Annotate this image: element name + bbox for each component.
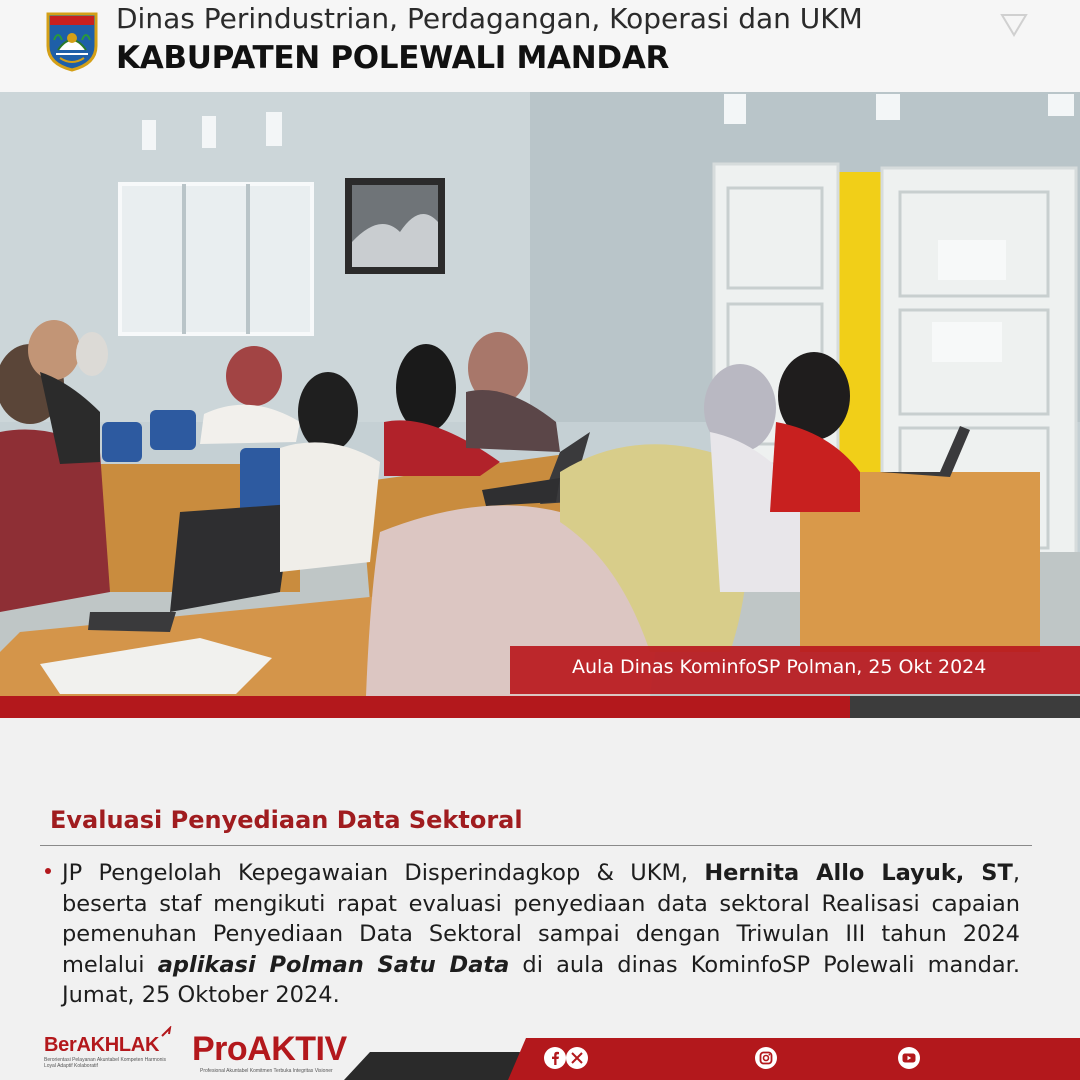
region-name: KABUPATEN POLEWALI MANDAR bbox=[116, 40, 670, 76]
title-divider bbox=[40, 845, 1032, 846]
berakhlak-tagline: Berorientasi Pelayanan Akuntabel Kompeten Harmonis Loyal Adaptif Kolaboratif bbox=[44, 1057, 167, 1069]
photo-caption: Aula Dinas KominfoSP Polman, 25 Okt 2024 bbox=[572, 656, 987, 678]
proaktiv-logo: ProAKTIV bbox=[192, 1030, 347, 1068]
body-app-name: aplikasi Polman Satu Data bbox=[157, 951, 510, 978]
header bbox=[0, 0, 1080, 92]
regency-emblem-icon bbox=[44, 10, 100, 72]
accent-bar-red bbox=[0, 696, 850, 718]
berakhlak-logo: BerAKHLAK bbox=[44, 1034, 160, 1056]
youtube-icon[interactable] bbox=[898, 1047, 920, 1069]
agency-name: Dinas Perindustrian, Perdagangan, Koperasi dan UKM bbox=[116, 2, 863, 35]
triangle-down-icon bbox=[1000, 12, 1028, 38]
event-photo bbox=[0, 92, 1080, 696]
accent-bar-dark bbox=[850, 696, 1080, 718]
chevron-mark-icon bbox=[160, 1026, 172, 1038]
article-body bbox=[62, 858, 1020, 1011]
body-text-3: di aula dinas KominfoSP Polewali mandar. Jumat, 25 Oktober 2024. bbox=[62, 951, 1020, 1008]
body-person-name: Hernita Allo Layuk, ST bbox=[704, 860, 1013, 886]
proaktiv-tagline: Profesional Akuntabel Komitmen Terbuka Integritas Visioner bbox=[200, 1068, 333, 1074]
body-text-1: JP Pengelolah Kepegawaian Disperindagkop & UKM, bbox=[62, 860, 705, 886]
bullet-icon bbox=[45, 868, 51, 874]
article-title: Evaluasi Penyediaan Data Sektoral bbox=[50, 806, 523, 834]
facebook-icon[interactable] bbox=[544, 1047, 566, 1069]
body-text-2: , beserta staf mengikuti rapat evaluasi penyediaan data sektoral Realisasi capaian pemenuhan Penyediaan Data Sektoral sampai dengan Triwulan III tahun 2024 melalui bbox=[62, 860, 1020, 978]
x-icon[interactable] bbox=[566, 1047, 588, 1069]
instagram-icon[interactable] bbox=[755, 1047, 777, 1069]
